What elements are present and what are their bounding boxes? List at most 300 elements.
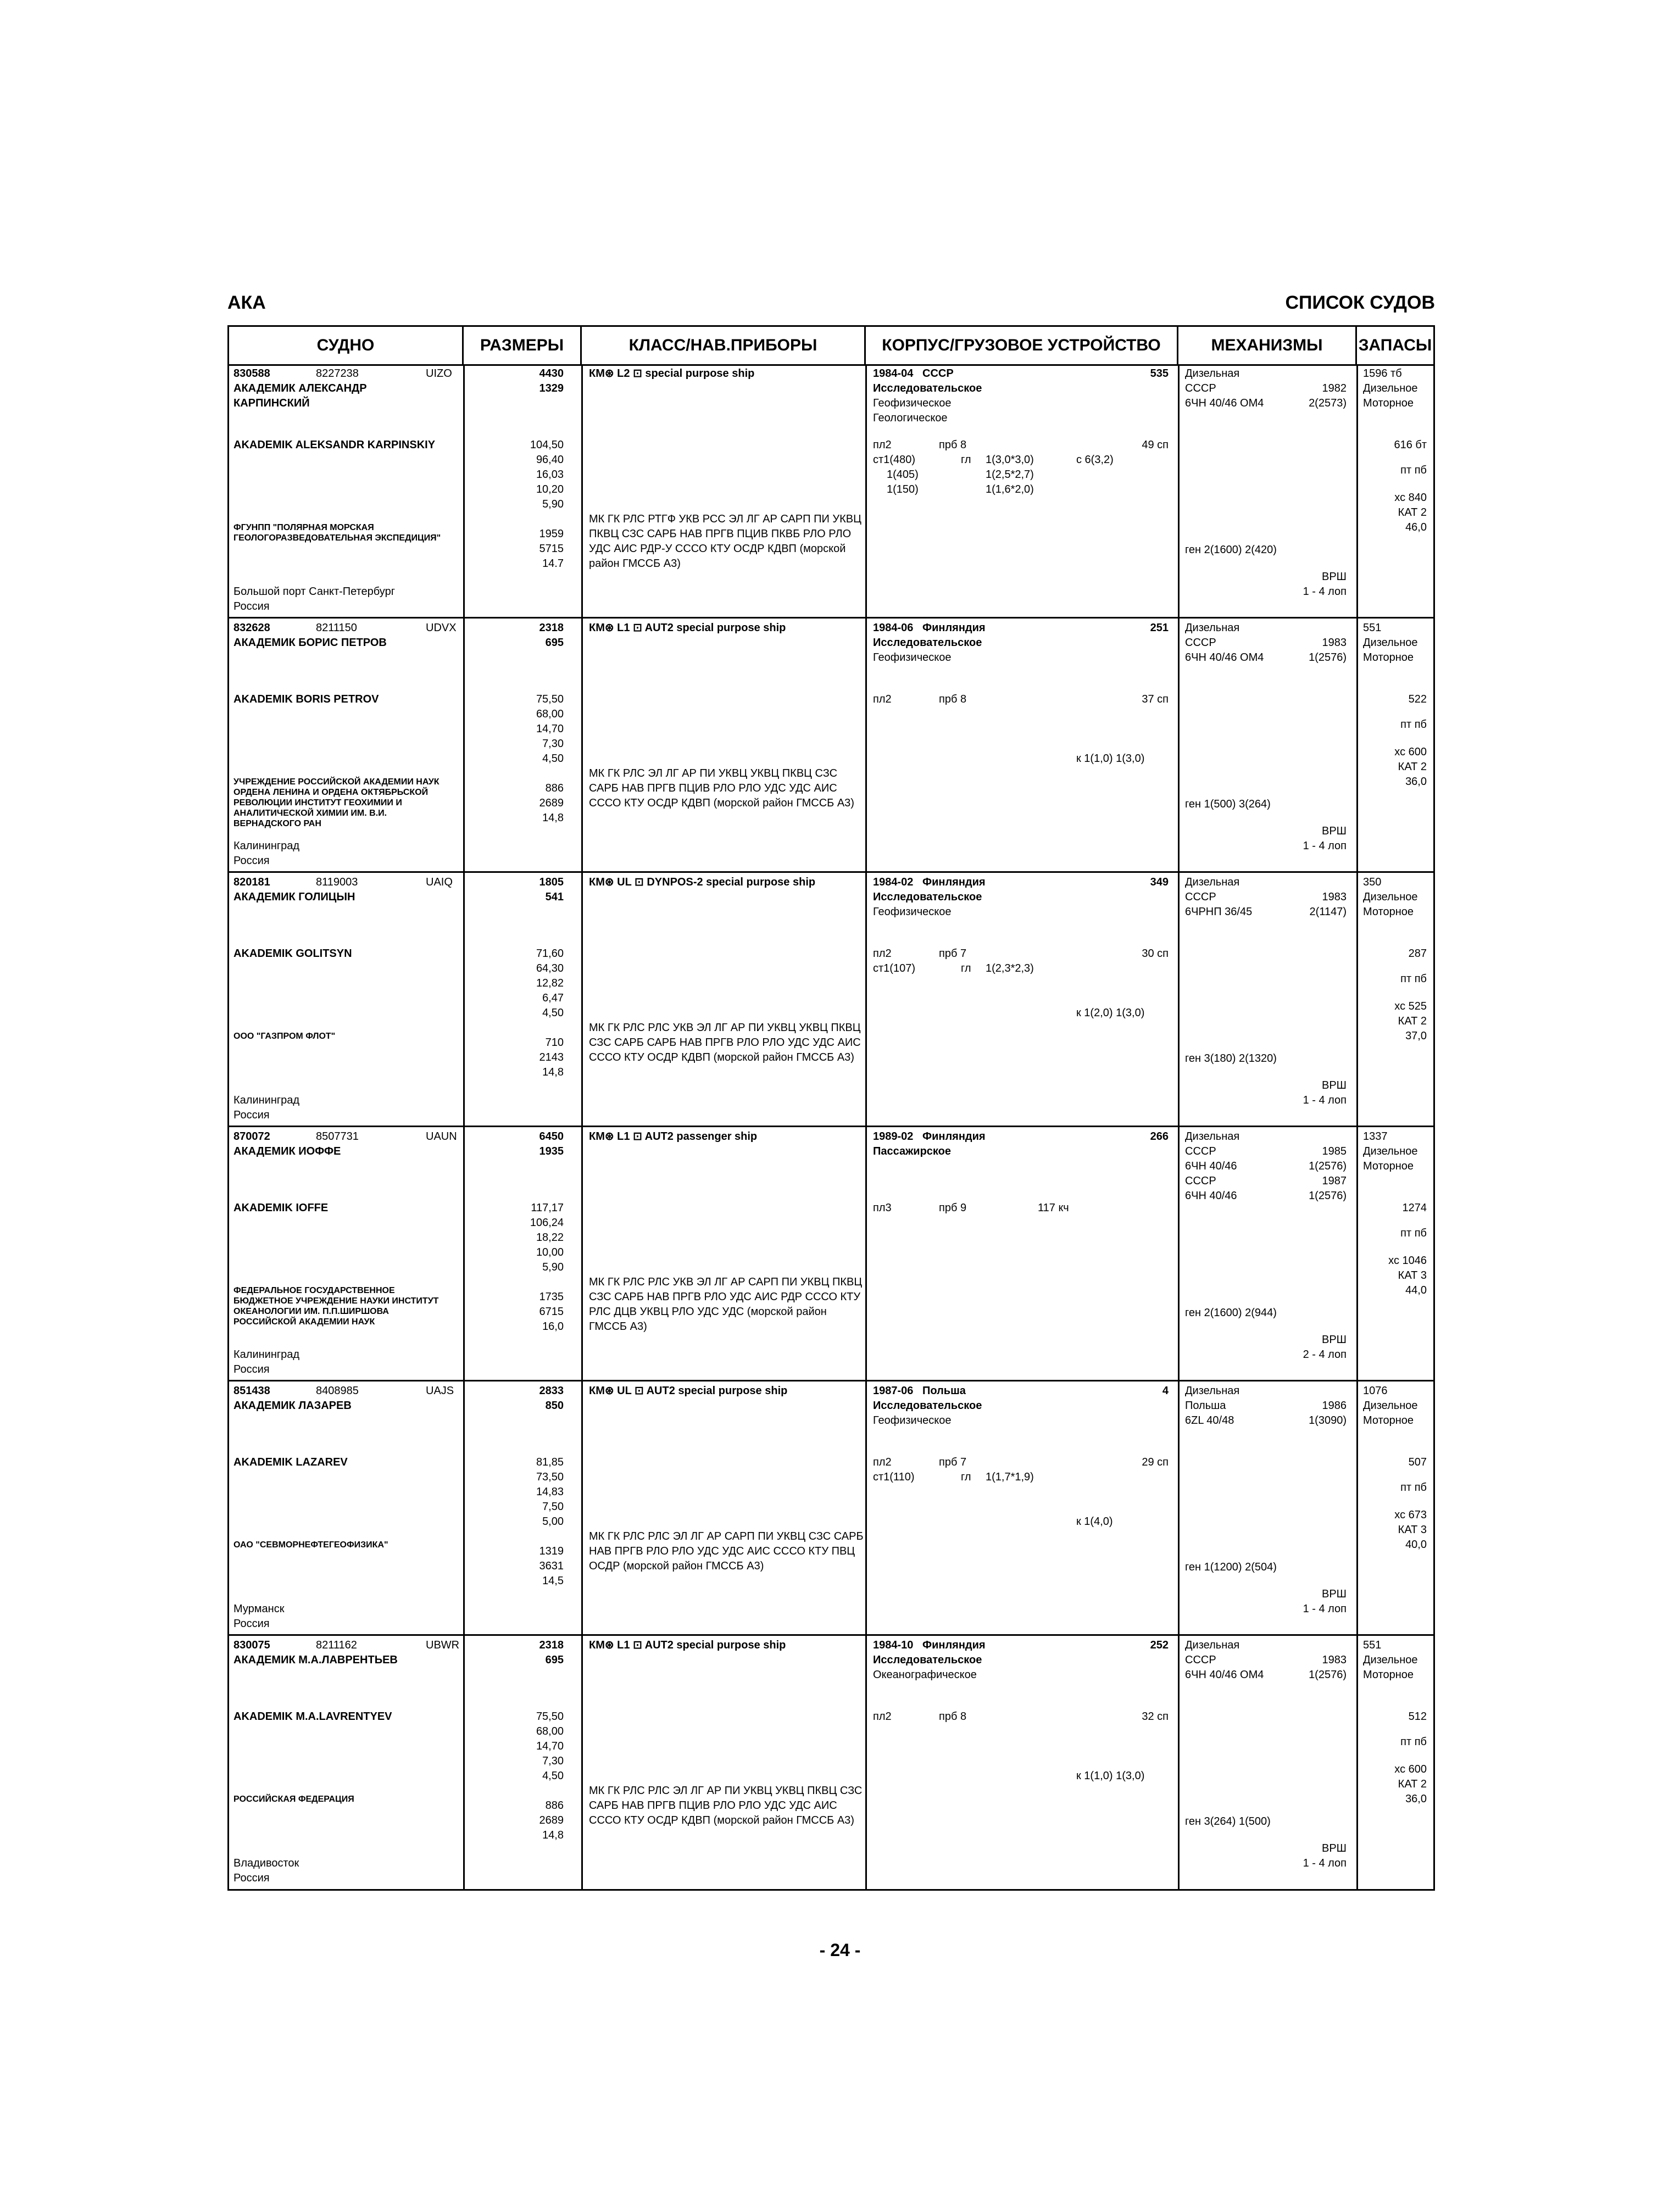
nav-equipment: МК ГК РЛС РЛС УКВ ЭЛ ЛГ АР ПИ УКВЦ УКВЦ ПКВЦ СЗС САРБ САРБ НАВ ПРГВ РЛО РЛО УДС УДС АИС СССО КТУ ОСДР КДВП (морской район ГМССБ А3) xyxy=(589,1022,861,1063)
flag-country: Россия xyxy=(233,1363,270,1375)
engine-year: 1987 xyxy=(1322,1175,1347,1187)
ship-name-ru: АКАДЕМИК ГОЛИЦЫН xyxy=(233,891,355,903)
engine-year: 1983 xyxy=(1322,891,1347,903)
ship-reg-number: 832628 xyxy=(233,622,270,634)
build-date: 1984-10 xyxy=(873,1639,914,1651)
dimension-value: 3631 xyxy=(539,1560,564,1572)
ship-owner: УЧРЕЖДЕНИЕ РОССИЙСКОЙ АКАДЕМИИ НАУК ОРДЕНА ЛЕНИНА И ОРДЕНА ОКТЯБРЬСКОЙ РЕВОЛЮЦИИ ИНСТИТУТ ГЕОХИМИИ И АНАЛИТИЧЕСКОЙ ХИМИИ ИМ. В.И. ВЕРНАДСКОГО РАН xyxy=(233,777,440,828)
fuel-info: 551 xyxy=(1363,1639,1382,1651)
crew-count: 37 сп xyxy=(1142,693,1169,705)
dimension-value: 117,17 xyxy=(531,1202,564,1214)
ship-type: Геофизическое xyxy=(873,1414,952,1427)
dimension-value: 14.7 xyxy=(542,558,564,570)
column-divider xyxy=(463,364,465,1889)
fuel-types: пт пб xyxy=(1400,1736,1427,1748)
ship-type: Геофизическое xyxy=(873,906,952,918)
dimension-value: 14,70 xyxy=(536,723,564,735)
generators: ген 3(180) 2(1320) xyxy=(1185,1052,1277,1065)
dimension-value: 4,50 xyxy=(542,753,564,765)
ship-reg-number: 830588 xyxy=(233,367,270,380)
class-notation: КМ⊛ L1 ⊡ AUT2 special purpose ship xyxy=(589,622,786,634)
engine-info: 6ЧН 40/46 xyxy=(1185,1160,1237,1172)
dimension-value: 14,8 xyxy=(542,1829,564,1841)
dimension-value: 2689 xyxy=(539,797,564,809)
hull-number: 251 xyxy=(1150,622,1169,634)
engine-info: 6ЧН 40/46 xyxy=(1185,1190,1237,1202)
ship-name-ru: АКАДЕМИК ИОФФЕ xyxy=(233,1145,341,1157)
tonnage-value: 1805 xyxy=(539,876,564,888)
flag-country: Россия xyxy=(233,1109,270,1121)
ship-type: Исследовательское xyxy=(873,1400,982,1412)
ship-owner: ФГУНПП "ПОЛЯРНАЯ МОРСКАЯ ГЕОЛОГОРАЗВЕДОВАТЕЛЬНАЯ ЭКСПЕДИЦИЯ" xyxy=(233,523,441,543)
class-notation: КМ⊛ L2 ⊡ special purpose ship xyxy=(589,367,755,380)
col-header-class: КЛАСС/НАВ.ПРИБОРЫ xyxy=(582,327,866,364)
engine-power: 1(3090) xyxy=(1309,1414,1347,1427)
engine-info: СССР xyxy=(1185,1654,1216,1666)
hatch-size: 1(2,5*2,7) xyxy=(986,469,1034,481)
fuel-types: пт пб xyxy=(1400,973,1427,985)
deck-count: пл3 xyxy=(873,1202,892,1214)
engine-year: 1985 xyxy=(1322,1145,1347,1157)
flag-country: Россия xyxy=(233,600,270,612)
dimension-value: 14,5 xyxy=(542,1575,564,1587)
dimension-value: 5,90 xyxy=(542,498,564,510)
dimension-value: 2689 xyxy=(539,1814,564,1826)
engine-info: 6ЧРНП 36/45 xyxy=(1185,906,1253,918)
build-country: Польша xyxy=(922,1385,966,1397)
ship-owner: ОАО "СЕВМОРНЕФТЕГЕОФИЗИКА" xyxy=(233,1540,388,1550)
column-divider xyxy=(1356,364,1358,1889)
engine-info: 6ЧН 40/46 ОМ4 xyxy=(1185,1669,1264,1681)
ship-owner: ООО "ГАЗПРОМ ФЛОТ" xyxy=(233,1032,336,1041)
dimension-value: 6,47 xyxy=(542,992,564,1004)
ship-owner: ФЕДЕРАЛЬНОЕ ГОСУДАРСТВЕННОЕ БЮДЖЕТНОЕ УЧРЕЖДЕНИЕ НАУКИ ИНСТИТУТ ОКЕАНОЛОГИИ ИМ. П.П.ШИРШОВА РОССИЙСКОЙ АКАДЕМИИ НАУК xyxy=(233,1286,439,1327)
fuel-info: Моторное xyxy=(1363,397,1414,409)
home-port: Калининград xyxy=(233,840,300,852)
stores-info: КАТ 2 xyxy=(1398,1015,1427,1027)
bulkheads: прб 8 xyxy=(939,693,967,705)
propeller-blades: 1 - 4 лоп xyxy=(1303,1857,1347,1869)
ship-type: Исследовательское xyxy=(873,382,982,394)
dimension-value: 6715 xyxy=(539,1306,564,1318)
stores-info: хс 840 xyxy=(1394,492,1427,504)
dimension-value: 7,50 xyxy=(542,1501,564,1513)
engine-power: 1(2576) xyxy=(1309,1160,1347,1172)
nav-equipment: МК ГК РЛС РЛС ЭЛ ЛГ АР ПИ УКВЦ УКВЦ ПКВЦ СЗС САРБ НАВ ПРГВ ПЦИВ РЛО РЛО УДС УДС АИС СССО КТУ ОСДР КДВП (морской район ГМССБ А3) xyxy=(589,1785,863,1826)
crew-count: 30 сп xyxy=(1142,948,1169,960)
hatch-type: гл xyxy=(961,962,971,974)
fuel-capacity: 512 xyxy=(1408,1711,1427,1723)
dimension-value: 104,50 xyxy=(530,439,564,451)
ship-imo-number: 8507731 xyxy=(316,1130,359,1143)
hatch-size: 1(1,6*2,0) xyxy=(986,483,1034,495)
cargo-gear: с 6(3,2) xyxy=(1076,454,1114,466)
ship-imo-number: 8211162 xyxy=(316,1639,357,1651)
fuel-info: Моторное xyxy=(1363,1669,1414,1681)
fuel-types: пт пб xyxy=(1400,1481,1427,1494)
dimension-value: 81,85 xyxy=(536,1456,564,1468)
ship-record xyxy=(229,364,1433,619)
ship-name-ru: АКАДЕМИК БОРИС ПЕТРОВ xyxy=(233,637,387,649)
stores-info: хс 600 xyxy=(1394,746,1427,758)
class-notation: КМ⊛ UL ⊡ AUT2 special purpose ship xyxy=(589,1385,788,1397)
ship-reg-number: 830075 xyxy=(233,1639,270,1651)
fuel-info: 1076 xyxy=(1363,1385,1388,1397)
engine-info: 6ЧН 40/46 ОМ4 xyxy=(1185,397,1264,409)
col-header-dimensions: РАЗМЕРЫ xyxy=(464,327,582,364)
tonnage-value: 2318 xyxy=(539,622,564,634)
hatch-size: 1(3,0*3,0) xyxy=(986,454,1034,466)
col-header-ship: СУДНО xyxy=(229,327,464,364)
home-port: Мурманск xyxy=(233,1603,285,1615)
engine-info: 6ZL 40/48 xyxy=(1185,1414,1234,1427)
fuel-info: 551 xyxy=(1363,622,1382,634)
crane-list: к 1(4,0) xyxy=(1076,1516,1113,1528)
nav-equipment: МК ГК РЛС РЛС ЭЛ ЛГ АР САРП ПИ УКВЦ СЗС САРБ НАВ ПРГВ РЛО РЛО УДС УДС АИС СССО КТУ ПВЦ ОСДР (морской район ГМССБ А3) xyxy=(589,1530,864,1572)
ship-type: Геофизическое xyxy=(873,651,952,664)
dimension-value: 4,50 xyxy=(542,1770,564,1782)
hull-number: 4 xyxy=(1162,1385,1169,1397)
generators: ген 1(500) 3(264) xyxy=(1185,798,1271,810)
dimension-value: 10,00 xyxy=(536,1246,564,1258)
home-port: Калининград xyxy=(233,1094,300,1106)
deck-count: пл2 xyxy=(873,1456,892,1468)
fuel-info: Моторное xyxy=(1363,651,1414,664)
dimension-value: 1735 xyxy=(539,1291,564,1303)
dimension-value: 5715 xyxy=(539,543,564,555)
col-header-stores: ЗАПАСЫ xyxy=(1358,336,1432,354)
dimension-value: 14,8 xyxy=(542,812,564,824)
propeller-blades: 1 - 4 лоп xyxy=(1303,586,1347,598)
flag-country: Россия xyxy=(233,1618,270,1630)
ship-type: Исследовательское xyxy=(873,891,982,903)
dimension-value: 16,0 xyxy=(542,1321,564,1333)
home-port: Владивосток xyxy=(233,1857,299,1869)
ship-name-latin: AKADEMIK IOFFE xyxy=(233,1202,329,1214)
stores-info: 36,0 xyxy=(1405,776,1427,788)
dimension-value: 710 xyxy=(545,1037,564,1049)
tonnage-value: 541 xyxy=(545,891,564,903)
tonnage-value: 2833 xyxy=(539,1385,564,1397)
tonnage-value: 695 xyxy=(545,637,564,649)
ship-name-ru: АКАДЕМИК ЛАЗАРЕВ xyxy=(233,1400,352,1412)
stores-info: 40,0 xyxy=(1405,1539,1427,1551)
crew-count: 32 сп xyxy=(1142,1711,1169,1723)
engine-info: Дизельная xyxy=(1185,1639,1240,1651)
ship-type: Океанографическое xyxy=(873,1669,977,1681)
ship-imo-number: 8119003 xyxy=(316,876,358,888)
ship-type: Исследовательское xyxy=(873,1654,982,1666)
fuel-info: Дизельное xyxy=(1363,1654,1418,1666)
hold-capacity: ст1(110) xyxy=(873,1471,915,1483)
dimension-value: 1959 xyxy=(539,528,564,540)
page-header-left: АКА xyxy=(227,292,266,313)
dimension-value: 14,8 xyxy=(542,1066,564,1078)
fuel-info: Дизельное xyxy=(1363,891,1418,903)
bulkheads: прб 7 xyxy=(939,1456,967,1468)
engine-info: Дизельная xyxy=(1185,367,1240,380)
stores-info: КАТ 2 xyxy=(1398,761,1427,773)
engine-info: СССР xyxy=(1185,1175,1216,1187)
bulkheads: прб 9 xyxy=(939,1202,967,1214)
engine-info: СССР xyxy=(1185,1145,1216,1157)
hull-number: 349 xyxy=(1150,876,1169,888)
engine-info: СССР xyxy=(1185,382,1216,394)
dimension-value: 10,20 xyxy=(536,483,564,495)
stores-info: КАТ 2 xyxy=(1398,506,1427,519)
engine-info: Дизельная xyxy=(1185,1385,1240,1397)
hatch-type: гл xyxy=(961,454,971,466)
hold-capacity: 1(150) xyxy=(887,483,919,495)
fuel-info: Моторное xyxy=(1363,906,1414,918)
ship-imo-number: 8211150 xyxy=(316,622,357,634)
engine-year: 1983 xyxy=(1322,1654,1347,1666)
hull-extra: 117 кч xyxy=(1038,1202,1069,1214)
nav-equipment: МК ГК РЛС ЭЛ ЛГ АР ПИ УКВЦ УКВЦ ПКВЦ СЗС САРБ НАВ ПРГВ ПЦИВ РЛО РЛО УДС УДС АИС СССО КТУ ОСДР КДВП (морской район ГМССБ А3) xyxy=(589,767,854,809)
stores-info: 37,0 xyxy=(1405,1030,1427,1042)
ship-type: Исследовательское xyxy=(873,637,982,649)
engine-info: Дизельная xyxy=(1185,876,1240,888)
tonnage-value: 695 xyxy=(545,1654,564,1666)
ship-name-latin: AKADEMIK LAZAREV xyxy=(233,1456,348,1468)
fuel-capacity: 507 xyxy=(1408,1456,1427,1468)
engine-power: 1(2576) xyxy=(1309,651,1347,664)
propeller-type: ВРШ xyxy=(1321,1842,1347,1854)
ship-owner: РОССИЙСКАЯ ФЕДЕРАЦИЯ xyxy=(233,1795,354,1804)
build-country: Финляндия xyxy=(922,876,986,888)
ship-call-sign: UAJS xyxy=(426,1385,454,1397)
dimension-value: 1319 xyxy=(539,1545,564,1557)
dimension-value: 12,82 xyxy=(536,977,564,989)
deck-count: пл2 xyxy=(873,693,892,705)
deck-count: пл2 xyxy=(873,1711,892,1723)
fuel-info: Дизельное xyxy=(1363,382,1418,394)
dimension-value: 73,50 xyxy=(536,1471,564,1483)
crew-count: 29 сп xyxy=(1142,1456,1169,1468)
build-date: 1987-06 xyxy=(873,1385,914,1397)
column-divider xyxy=(581,364,583,1889)
crane-list: к 1(1,0) 1(3,0) xyxy=(1076,753,1145,765)
ship-record xyxy=(229,1127,1433,1381)
ship-type: Пассажирское xyxy=(873,1145,952,1157)
tonnage-value: 4430 xyxy=(539,367,564,380)
ship-call-sign: UDVX xyxy=(426,622,457,634)
propeller-blades: 2 - 4 лоп xyxy=(1303,1349,1347,1361)
tonnage-value: 1935 xyxy=(539,1145,564,1157)
fuel-capacity: 522 xyxy=(1408,693,1427,705)
engine-power: 1(2576) xyxy=(1309,1190,1347,1202)
propeller-blades: 1 - 4 лоп xyxy=(1303,1603,1347,1615)
ship-name-latin: AKADEMIK ALEKSANDR KARPINSKIY xyxy=(233,439,436,451)
table-header xyxy=(229,327,1433,366)
stores-info: КАТ 3 xyxy=(1398,1524,1427,1536)
propeller-type: ВРШ xyxy=(1321,1079,1347,1091)
hatch-type: гл xyxy=(961,1471,971,1483)
ship-record xyxy=(229,1636,1433,1890)
col-header-hull: КОРПУС/ГРУЗОВОЕ УСТРОЙСТВО xyxy=(866,327,1178,364)
engine-year: 1982 xyxy=(1322,382,1347,394)
fuel-info: Моторное xyxy=(1363,1160,1414,1172)
tonnage-value: 850 xyxy=(545,1400,564,1412)
build-country: Финляндия xyxy=(922,1130,986,1143)
propeller-blades: 1 - 4 лоп xyxy=(1303,840,1347,852)
stores-info: КАТ 2 xyxy=(1398,1778,1427,1790)
dimension-value: 75,50 xyxy=(536,1711,564,1723)
dimension-value: 886 xyxy=(545,782,564,794)
page-number: - 24 - xyxy=(819,1940,861,1960)
tonnage-value: 2318 xyxy=(539,1639,564,1651)
generators: ген 2(1600) 2(944) xyxy=(1185,1307,1277,1319)
dimension-value: 64,30 xyxy=(536,962,564,974)
stores-info: хс 673 xyxy=(1394,1509,1427,1521)
ship-record xyxy=(229,873,1433,1127)
ship-name-latin: AKADEMIK BORIS PETROV xyxy=(233,693,379,705)
build-country: СССР xyxy=(922,367,954,380)
hatch-size: 1(1,7*1,9) xyxy=(986,1471,1034,1483)
flag-country: Россия xyxy=(233,1872,270,1884)
dimension-value: 886 xyxy=(545,1800,564,1812)
propeller-type: ВРШ xyxy=(1321,571,1347,583)
fuel-info: 1337 xyxy=(1363,1130,1388,1143)
fuel-info: Дизельное xyxy=(1363,1145,1418,1157)
propeller-type: ВРШ xyxy=(1321,825,1347,837)
dimension-value: 14,70 xyxy=(536,1740,564,1752)
build-date: 1984-06 xyxy=(873,622,914,634)
dimension-value: 18,22 xyxy=(536,1232,564,1244)
engine-power: 2(1147) xyxy=(1309,906,1347,918)
stores-info: хс 525 xyxy=(1394,1000,1427,1012)
fuel-types: пт пб xyxy=(1400,718,1427,731)
engine-info: Польша xyxy=(1185,1400,1226,1412)
dimension-value: 16,03 xyxy=(536,469,564,481)
build-country: Финляндия xyxy=(922,1639,986,1651)
generators: ген 3(264) 1(500) xyxy=(1185,1815,1271,1828)
fuel-info: 1596 тб xyxy=(1363,367,1402,380)
engine-info: Дизельная xyxy=(1185,622,1240,634)
tonnage-value: 6450 xyxy=(539,1130,564,1143)
ship-call-sign: UAUN xyxy=(426,1130,457,1143)
hull-number: 535 xyxy=(1150,367,1169,380)
stores-info: 44,0 xyxy=(1405,1284,1427,1296)
tonnage-value: 1329 xyxy=(539,382,564,394)
ship-name-latin: AKADEMIK M.A.LAVRENTYEV xyxy=(233,1711,392,1723)
ship-name-ru: АКАДЕМИК М.А.ЛАВРЕНТЬЕВ xyxy=(233,1654,398,1666)
dimension-value: 68,00 xyxy=(536,708,564,720)
propeller-blades: 1 - 4 лоп xyxy=(1303,1094,1347,1106)
dimension-value: 5,90 xyxy=(542,1261,564,1273)
fuel-info: Дизельное xyxy=(1363,1400,1418,1412)
crane-list: к 1(2,0) 1(3,0) xyxy=(1076,1007,1145,1019)
deck-count: пл2 xyxy=(873,948,892,960)
hold-capacity: ст1(480) xyxy=(873,454,915,466)
fuel-capacity: 287 xyxy=(1408,948,1427,960)
column-divider xyxy=(865,364,867,1889)
ship-imo-number: 8408985 xyxy=(316,1385,359,1397)
fuel-info: Дизельное xyxy=(1363,637,1418,649)
ship-reg-number: 851438 xyxy=(233,1385,270,1397)
dimension-value: 14,83 xyxy=(536,1486,564,1498)
crew-count: 49 сп xyxy=(1142,439,1169,451)
fuel-info: Моторное xyxy=(1363,1414,1414,1427)
ship-imo-number: 8227238 xyxy=(316,367,359,380)
stores-info: 36,0 xyxy=(1405,1793,1427,1805)
engine-info: Дизельная xyxy=(1185,1130,1240,1143)
bulkheads: прб 8 xyxy=(939,439,967,451)
page-header-right: СПИСОК СУДОВ xyxy=(1285,292,1435,313)
engine-info: 6ЧН 40/46 ОМ4 xyxy=(1185,651,1264,664)
dimension-value: 68,00 xyxy=(536,1725,564,1737)
fuel-types: пт пб xyxy=(1400,1227,1427,1239)
build-date: 1984-02 xyxy=(873,876,914,888)
hatch-size: 1(2,3*2,3) xyxy=(986,962,1034,974)
ship-call-sign: UAIQ xyxy=(426,876,453,888)
build-country: Финляндия xyxy=(922,622,986,634)
ship-name-latin: AKADEMIK GOLITSYN xyxy=(233,948,352,960)
propeller-type: ВРШ xyxy=(1321,1334,1347,1346)
hold-capacity: 1(405) xyxy=(887,469,919,481)
ship-record xyxy=(229,619,1433,873)
deck-count: пл2 xyxy=(873,439,892,451)
ship-register-table xyxy=(227,325,1435,1891)
fuel-capacity: 1274 xyxy=(1402,1202,1427,1214)
dimension-value: 106,24 xyxy=(530,1217,564,1229)
dimension-value: 7,30 xyxy=(542,1755,564,1767)
ship-call-sign: UBWR xyxy=(426,1639,460,1651)
stores-info: хс 1046 xyxy=(1388,1255,1427,1267)
ship-type: Геофизическое xyxy=(873,397,952,409)
nav-equipment: МК ГК РЛС РТГФ УКВ РСС ЭЛ ЛГ АР САРП ПИ УКВЦ ПКВЦ СЗС САРБ НАВ ПРГВ ПЦИВ ПКВБ РЛО РЛО УДС АИС РДР-У СССО КТУ ОСДР КДВП (морской район ГМССБ А3) xyxy=(589,513,861,570)
ship-call-sign: UIZO xyxy=(426,367,452,380)
engine-power: 2(2573) xyxy=(1309,397,1347,409)
bulkheads: прб 8 xyxy=(939,1711,967,1723)
stores-info: 46,0 xyxy=(1405,521,1427,533)
dimension-value: 5,00 xyxy=(542,1516,564,1528)
column-divider xyxy=(1178,364,1180,1889)
crane-list: к 1(1,0) 1(3,0) xyxy=(1076,1770,1145,1782)
nav-equipment: МК ГК РЛС РЛС УКВ ЭЛ ЛГ АР САРП ПИ УКВЦ ПКВЦ СЗС САРБ НАВ ПРГВ РЛО УДС АИС РДР СССО КТУ РЛС ДЦВ УКВЦ РЛО УДС УДС (морской район ГМССБ А3) xyxy=(589,1276,863,1333)
fuel-types: пт пб xyxy=(1400,464,1427,476)
dimension-value: 2143 xyxy=(539,1051,564,1063)
class-notation: КМ⊛ UL ⊡ DYNPOS-2 special purpose ship xyxy=(589,876,816,888)
dimension-value: 75,50 xyxy=(536,693,564,705)
home-port: Большой порт Санкт-Петербург xyxy=(233,586,396,598)
hull-number: 252 xyxy=(1150,1639,1169,1651)
dimension-value: 4,50 xyxy=(542,1007,564,1019)
propeller-type: ВРШ xyxy=(1321,1588,1347,1600)
build-date: 1989-02 xyxy=(873,1130,914,1143)
dimension-value: 96,40 xyxy=(536,454,564,466)
hold-capacity: ст1(107) xyxy=(873,962,915,974)
generators: ген 1(1200) 2(504) xyxy=(1185,1561,1277,1573)
ship-name-ru: АКАДЕМИК АЛЕКСАНДР КАРПИНСКИЙ xyxy=(233,382,367,409)
class-notation: КМ⊛ L1 ⊡ AUT2 passenger ship xyxy=(589,1130,758,1143)
col-header-engines: МЕХАНИЗМЫ xyxy=(1178,327,1357,364)
engine-year: 1986 xyxy=(1322,1400,1347,1412)
flag-country: Россия xyxy=(233,855,270,867)
ship-reg-number: 820181 xyxy=(233,876,270,888)
ship-reg-number: 870072 xyxy=(233,1130,270,1143)
fuel-capacity: 616 бт xyxy=(1394,439,1427,451)
home-port: Калининград xyxy=(233,1349,300,1361)
bulkheads: прб 7 xyxy=(939,948,967,960)
build-date: 1984-04 xyxy=(873,367,914,380)
stores-info: КАТ 3 xyxy=(1398,1269,1427,1282)
stores-info: хс 600 xyxy=(1394,1763,1427,1775)
fuel-info: 350 xyxy=(1363,876,1382,888)
ship-record xyxy=(229,1381,1433,1636)
dimension-value: 71,60 xyxy=(536,948,564,960)
engine-year: 1983 xyxy=(1322,637,1347,649)
